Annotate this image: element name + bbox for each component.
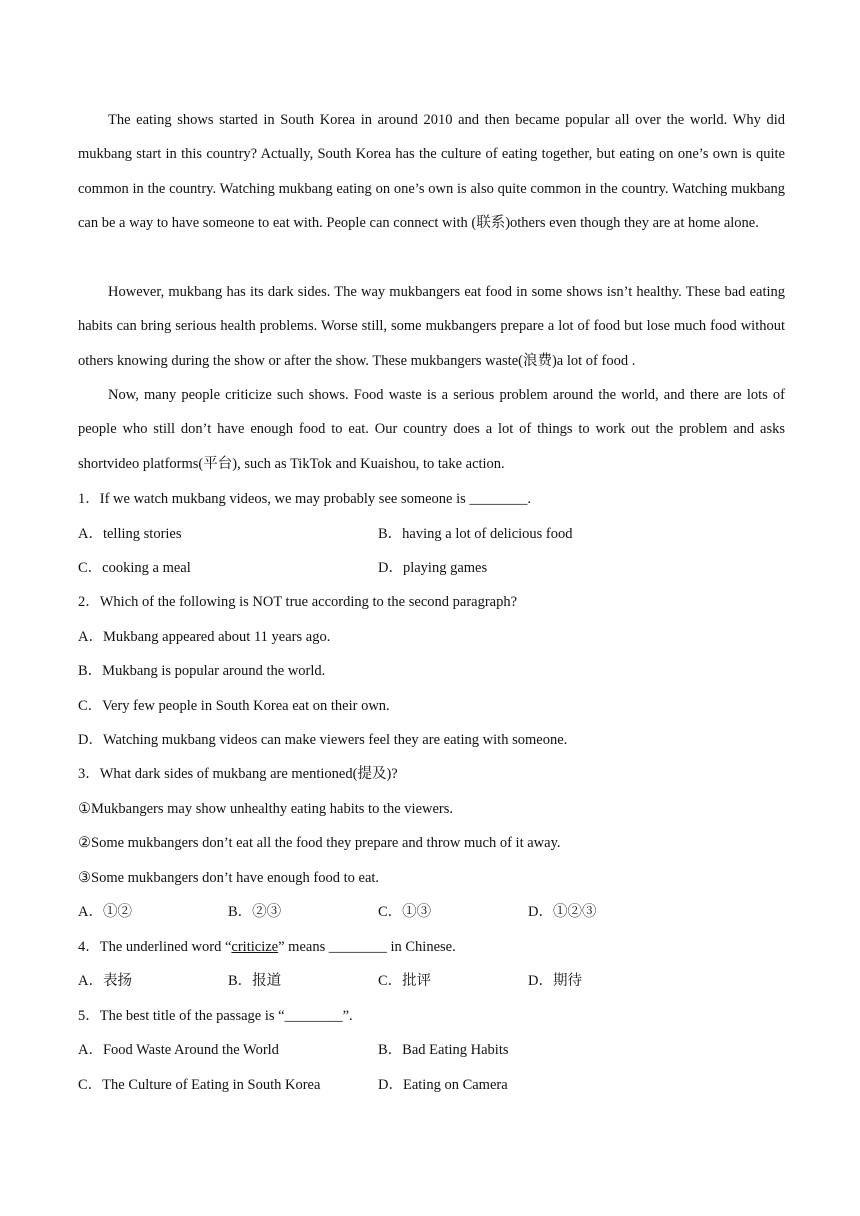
question-4-stem-prefix: 4．The underlined word “	[78, 939, 232, 955]
question-2-option-d: D．Watching mukbang videos can make viewers feel they are eating with someone.	[78, 732, 568, 748]
passage-paragraph-2: However, mukbang has its dark sides. The way mukbangers eat food in some shows isn’t healthy. These bad eating habits can bring serious health problems. Worse still, some mukbangers prepare a lot of food but lose much food without others knowing during the show or after the show. These mukbangers waste(浪费)a lot of food .	[78, 284, 785, 369]
question-2-option-a: A．Mukbang appeared about 11 years ago.	[78, 629, 331, 645]
question-3-option-c: C．①③	[378, 904, 432, 920]
question-1-option-c: C．cooking a meal	[78, 560, 191, 576]
underlined-word: criticize	[231, 939, 279, 955]
question-1-option-b: B．having a lot of delicious food	[378, 526, 573, 542]
question-4-option-b: B．报道	[228, 973, 282, 989]
question-2-option-b: B．Mukbang is popular around the world.	[78, 663, 326, 679]
question-3-statement-3: ③Some mukbangers don’t have enough food to eat.	[78, 870, 380, 886]
question-4-option-d: D．期待	[528, 973, 582, 989]
question-5-option-a: A．Food Waste Around the World	[78, 1042, 279, 1058]
question-1-option-d: D．playing games	[378, 560, 488, 576]
question-1-option-a: A．telling stories	[78, 526, 182, 542]
question-5-option-d: D．Eating on Camera	[378, 1077, 508, 1093]
question-3-option-d: D．①②③	[528, 904, 597, 920]
question-4-stem	[78, 937, 456, 957]
question-4-stem-suffix: ” means ________ in Chinese.	[278, 939, 456, 955]
question-3-statement-1: ①Mukbangers may show unhealthy eating habits to the viewers.	[78, 801, 454, 817]
question-1-stem: 1．If we watch mukbang videos, we may probably see someone is ________.	[78, 491, 532, 507]
question-2-option-c: C．Very few people in South Korea eat on their own.	[78, 698, 390, 714]
question-4-option-a: A．表扬	[78, 973, 132, 989]
passage-paragraph-1: The eating shows started in South Korea in around 2010 and then became popular all over the world. Why did mukbang start in this country? Actually, South Korea has the culture of eating together, but eating on one’s own is quite common in the country. Watching mukbang eating on one’s own is also quite common in the country. Watching mukbang can be a way to have someone to eat with. People can connect with (联系)others even though they are at home alone.	[78, 112, 785, 232]
question-5-option-c: C．The Culture of Eating in South Korea	[78, 1077, 321, 1093]
question-4-option-c: C．批评	[378, 973, 432, 989]
question-3-option-a: A．①②	[78, 904, 132, 920]
question-3-stem: 3．What dark sides of mukbang are mentioned(提及)?	[78, 766, 398, 782]
passage-paragraph-3: Now, many people criticize such shows. Food waste is a serious problem around the world, and there are lots of people who still don’t have enough food to eat. Our country does a lot of things to work out the problem and asks shortvideo platforms(平台), such as TikTok and Kuaishou, to take action.	[78, 387, 785, 472]
question-3-statement-2: ②Some mukbangers don’t eat all the food they prepare and throw much of it away.	[78, 835, 561, 851]
question-5-stem: 5．The best title of the passage is “________”.	[78, 1008, 353, 1024]
question-5-option-b: B．Bad Eating Habits	[378, 1042, 509, 1058]
question-3-option-b: B．②③	[228, 904, 282, 920]
question-2-stem: 2．Which of the following is NOT true according to the second paragraph?	[78, 594, 518, 610]
